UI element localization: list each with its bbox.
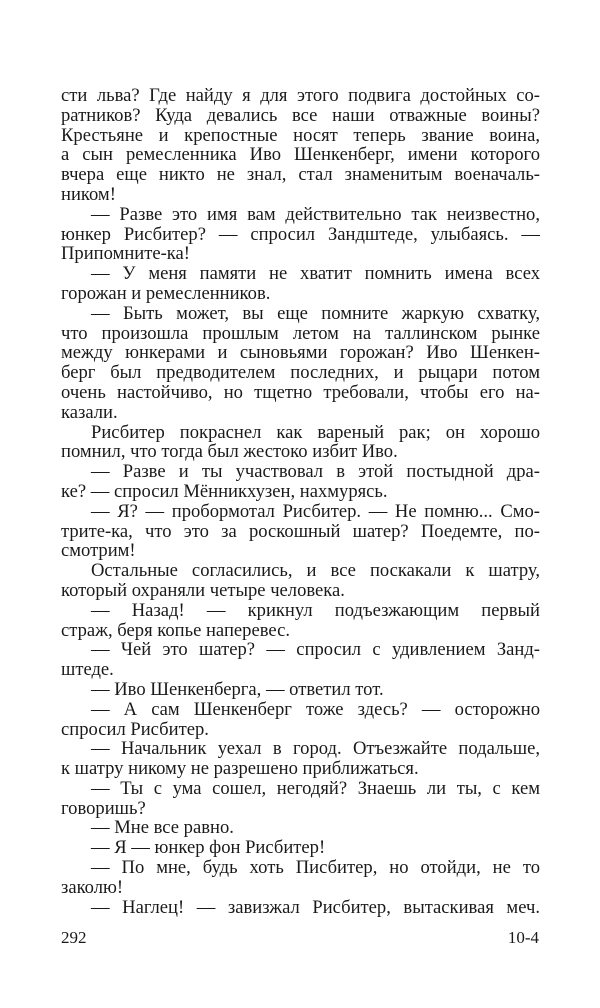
text-line: ником! <box>61 183 116 205</box>
text-line: между юнкерами и сыновьями горожан? Иво Шенкен- <box>61 342 540 364</box>
text-line: — Начальник уехал в город. Отъезжайте подальше, <box>91 738 540 760</box>
text-line: — Наглец! — завизжал Рисбитер, вытаскивая меч. <box>91 896 540 918</box>
text-line: — А сам Шенкенберг тоже здесь? — осторожно <box>91 698 540 720</box>
text-line: к шатру никому не разрешено приближаться. <box>61 758 419 780</box>
text-line: говоришь? <box>61 797 146 819</box>
text-line: — Я? — пробормотал Рисбитер. — Не помню... Смо- <box>91 500 540 522</box>
text-line: — Я — юнкер фон Рисбитер! <box>91 837 326 859</box>
text-line: казали. <box>61 401 118 423</box>
page-number: 292 <box>61 928 87 947</box>
printer-signature-mark: 10-4 <box>507 928 539 947</box>
text-line: заколю! <box>61 876 124 898</box>
text-line: — Разве и ты участвовал в этой постыдной дра- <box>91 461 540 483</box>
page-footer <box>61 928 539 948</box>
text-line: смотрим! <box>61 540 136 562</box>
text-line: — Быть может, вы еще помните жаркую схватку, <box>91 302 540 324</box>
text-line: а сын ремесленника Иво Шенкенберг, имени которого <box>61 144 540 166</box>
text-line: ке? — спросил Мённикхузен, нахмурясь. <box>61 480 388 502</box>
text-line: помнил, что тогда был жестоко избит Иво. <box>61 441 398 463</box>
text-line: берг был предводителем последних, и рыцари потом <box>61 362 540 384</box>
text-line: Остальные согласились, и все поскакали к шатру, <box>91 560 540 582</box>
text-line: Рисбитер покраснел как вареный рак; он хорошо <box>91 421 540 443</box>
text-line: спросил Рисбитер. <box>61 718 209 740</box>
text-line: вчера еще никто не знал, стал знаменитым военачаль- <box>61 164 540 186</box>
text-line: юнкер Рисбитер? — спросил Зандштеде, улыбаясь. — <box>61 223 540 245</box>
text-line: штеде. <box>61 659 114 681</box>
text-line: сти льва? Где найду я для этого подвига достойных со- <box>61 85 540 106</box>
text-line: страж, беря копье наперевес. <box>61 619 290 641</box>
text-line: ратников? Куда девались все наши отважные воины? <box>61 104 540 126</box>
text-line: — Назад! — крикнул подъезжающим первый <box>91 599 540 621</box>
text-line: Припомните-ка! <box>61 243 191 265</box>
text-line: который охраняли четыре человека. <box>61 579 345 601</box>
text-line: Крестьяне и крепостные носят теперь звание воина, <box>61 124 540 146</box>
text-line: — Иво Шенкенберга, — ответил тот. <box>91 678 384 700</box>
text-line: — Ты с ума сошел, негодяй? Знаешь ли ты, с кем <box>91 777 540 799</box>
text-line: — По мне, будь хоть Писбитер, но отойди, не то <box>91 857 540 879</box>
book-page-text <box>61 86 540 917</box>
text-line: горожан и ремесленников. <box>61 282 271 304</box>
text-line: очень настойчиво, но тщетно требовали, чтобы его на- <box>61 381 540 403</box>
text-line: — Разве это имя вам действительно так неизвестно, <box>91 203 540 225</box>
text-line: — Мне все равно. <box>91 817 234 839</box>
text-line: — Чей это шатер? — спросил с удивлением Занд- <box>91 639 540 661</box>
text-line: — У меня памяти не хватит помнить имена всех <box>91 263 540 285</box>
text-line: трите-ка, что это за роскошный шатер? Поедемте, по- <box>61 520 540 542</box>
text-line: что произошла прошлым летом на таллинском рынке <box>61 322 540 344</box>
